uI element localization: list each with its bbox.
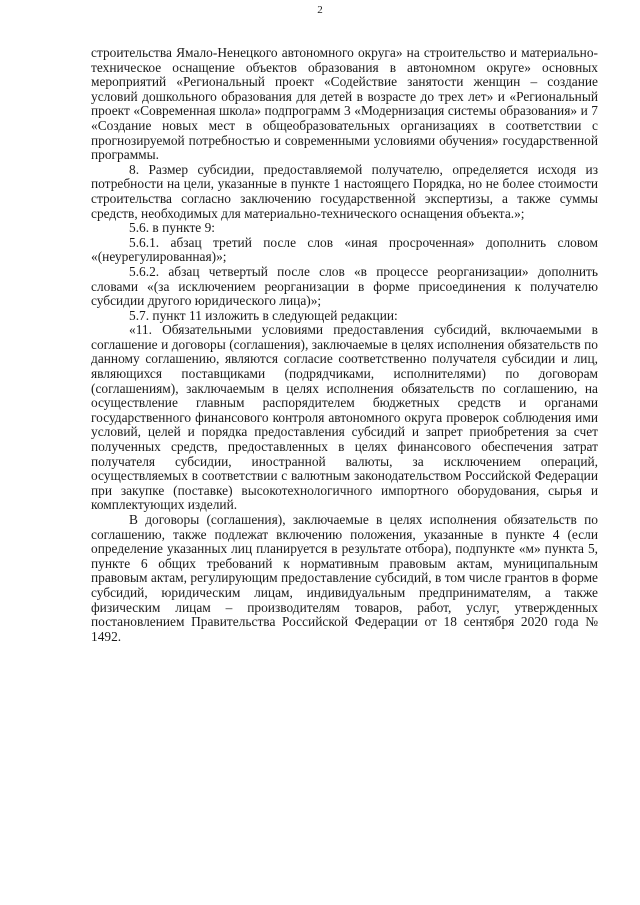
page-number: 2 bbox=[317, 4, 323, 16]
paragraph-item-11: «11. Обязательными условиями предоставления субсидий, включаемыми в соглашение и договоры (соглашения), заключаемые в целях исполнения обязательств по данному соглашению, являются согласие соответственно получателя субсидии и лиц, являющихся поставщиками (подрядчиками, исполнителями) по договорам (соглашениям), заключаемым в целях исполнения обязательств по соглашению, на осуществление главным распорядителем бюджетных средств и органами государственного финансового контроля автономного округа проверок соблюдения ими условий, целей и порядка предоставления субсидий и запрет приобретения за счет полученных средств, предоставленных в целях финансового обеспечения затрат получателя субсидии, иностранной валюты, за исключением операций, осуществляемых в соответствии с валютным законодательством Российской Федерации при закупке (поставке) высокотехнологичного импортного оборудования, сырья и комплектующих изделий. bbox=[91, 322, 598, 513]
paragraph-item-5-7: 5.7. пункт 11 изложить в следующей редакции: bbox=[129, 307, 398, 323]
paragraph-item-5-6: 5.6. в пункте 9: bbox=[129, 220, 216, 236]
paragraph-item-5-6-2: 5.6.2. абзац четвертый после слов «в процессе реорганизации» дополнить словами «(за исключением реорганизации в форме присоединения к получателю субсидии другого юридического лица)»; bbox=[91, 263, 598, 309]
paragraph-item-5-6-1: 5.6.1. абзац третий после слов «иная просроченная» дополнить словом «(неурегулированная)»; bbox=[91, 234, 598, 265]
document-body bbox=[91, 46, 598, 644]
paragraph-continuation: строительства Ямало-Ненецкого автономного округа» на строительство и материально-техническое оснащение объектов образования в автономном округе» основных мероприятий «Региональный проект «Содействие занятости женщин – создание условий дошкольного образования для детей в возрасте до трех лет» и «Региональный проект «Современная школа» подпрограмм 3 «Модернизация системы образования» и 7 «Создание новых мест в общеобразовательных организациях в соответствии с прогнозируемой потребностью и современными условиями обучения» государственной программы. bbox=[91, 45, 598, 163]
paragraph-contracts: В договоры (соглашения), заключаемые в целях исполнения обязательств по соглашению, также подлежат включению положения, указанные в пункте 4 (если определение указанных лиц планируется в результате отбора), подпункте «м» пункта 5, пункте 6 общих требований к нормативным правовым актам, муниципальным правовым актам, регулирующим предоставление субсидий, в том числе грантов в форме субсидий, юридическим лицам, индивидуальным предпринимателям, а также физическим лицам – производителям товаров, работ, услуг, утвержденных постановлением Правительства Российской Федерации от 18 сентября 2020 года № 1492. bbox=[91, 512, 598, 644]
paragraph-item-8: 8. Размер субсидии, предоставляемой получателю, определяется исходя из потребности на цели, указанные в пункте 1 настоящего Порядка, но не более стоимости строительства согласно заключению государственной экспертизы, а также суммы средств, необходимых для материально-технического оснащения объекта.»; bbox=[91, 161, 598, 221]
